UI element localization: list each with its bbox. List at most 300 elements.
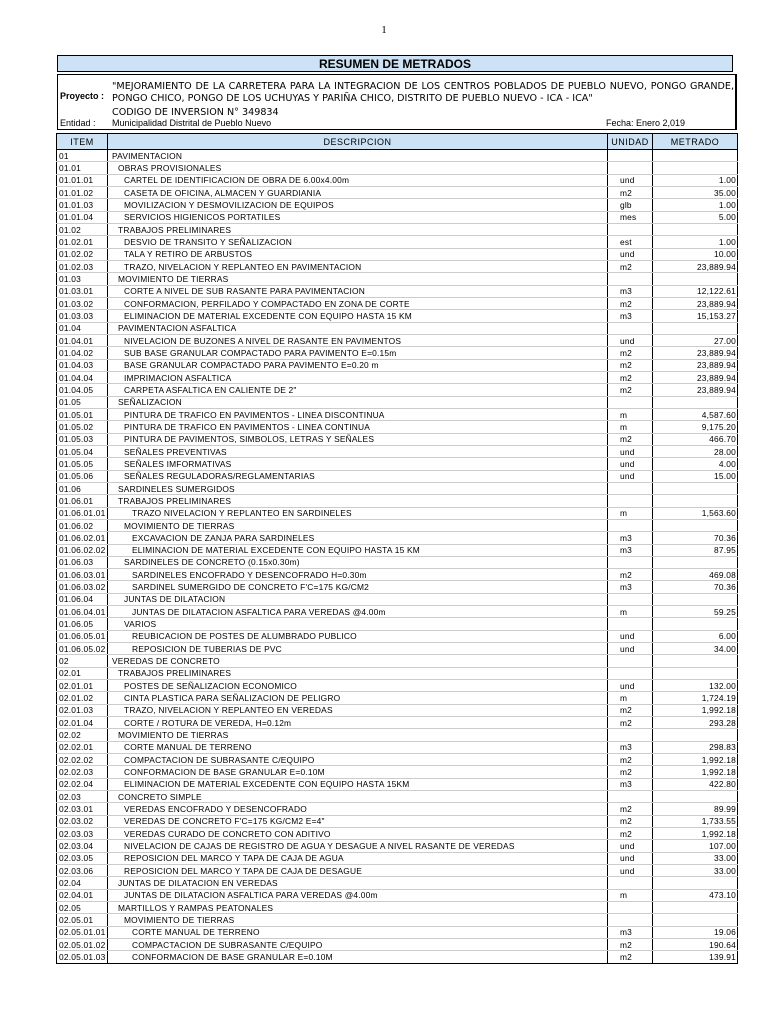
cell-metrado: 6.00 bbox=[653, 630, 738, 642]
cell-item: 02.03.02 bbox=[57, 815, 108, 827]
cell-item: 02.02.01 bbox=[57, 741, 108, 753]
cell-item: 01.02.02 bbox=[57, 248, 108, 260]
cell-metrado bbox=[653, 655, 738, 667]
cell-unidad: m2 bbox=[608, 186, 653, 198]
cell-descripcion: SARDINELES SUMERGIDOS bbox=[108, 482, 608, 494]
table-row bbox=[57, 717, 738, 729]
table-row bbox=[57, 643, 738, 655]
table-row bbox=[57, 445, 738, 457]
cell-metrado: 10.00 bbox=[653, 248, 738, 260]
header-unidad: UNIDAD bbox=[608, 134, 653, 150]
cell-descripcion: MOVIMIENTO DE TIERRAS bbox=[108, 914, 608, 926]
cell-descripcion: SEÑALES REGULADORAS/REGLAMENTARIAS bbox=[108, 470, 608, 482]
cell-descripcion: TALA Y RETIRO DE ARBUSTOS bbox=[108, 248, 608, 260]
cell-metrado bbox=[653, 914, 738, 926]
cell-item: 02.01 bbox=[57, 667, 108, 679]
cell-item: 01.06.05.01 bbox=[57, 630, 108, 642]
cell-item: 01.05 bbox=[57, 396, 108, 408]
cell-metrado: 87.95 bbox=[653, 544, 738, 556]
cell-unidad: m bbox=[608, 408, 653, 420]
cell-item: 02 bbox=[57, 655, 108, 667]
cell-item: 01.02.03 bbox=[57, 260, 108, 272]
cell-descripcion: CORTE A NIVEL DE SUB RASANTE PARA PAVIMENTACION bbox=[108, 285, 608, 297]
cell-item: 02.03.06 bbox=[57, 865, 108, 877]
table-row bbox=[57, 162, 738, 174]
table-row bbox=[57, 692, 738, 704]
table-row bbox=[57, 297, 738, 309]
cell-item: 01.03.02 bbox=[57, 297, 108, 309]
cell-metrado: 132.00 bbox=[653, 680, 738, 692]
cell-descripcion: JUNTAS DE DILATACION bbox=[108, 593, 608, 605]
table-row bbox=[57, 655, 738, 667]
cell-metrado: 15,153.27 bbox=[653, 310, 738, 322]
cell-descripcion: CARPETA ASFALTICA EN CALIENTE DE 2" bbox=[108, 384, 608, 396]
table-row bbox=[57, 606, 738, 618]
table-row bbox=[57, 680, 738, 692]
cell-descripcion: CORTE / ROTURA DE VEREDA, H=0.12m bbox=[108, 717, 608, 729]
cell-metrado: 190.64 bbox=[653, 939, 738, 951]
table-row bbox=[57, 223, 738, 235]
cell-item: 01.04.05 bbox=[57, 384, 108, 396]
table-row bbox=[57, 852, 738, 864]
table-row bbox=[57, 630, 738, 642]
cell-unidad: m bbox=[608, 606, 653, 618]
cell-metrado bbox=[653, 791, 738, 803]
table-row bbox=[57, 186, 738, 198]
cell-unidad: und bbox=[608, 865, 653, 877]
cell-metrado: 107.00 bbox=[653, 840, 738, 852]
investment-code: CODIGO DE INVERSION N° 349834 bbox=[112, 107, 279, 118]
cell-descripcion: MOVIMIENTO DE TIERRAS bbox=[108, 519, 608, 531]
cell-descripcion: SARDINELES ENCOFRADO Y DESENCOFRADO H=0.30m bbox=[108, 569, 608, 581]
cell-unidad bbox=[608, 482, 653, 494]
cell-descripcion: MOVIMIENTO DE TIERRAS bbox=[108, 729, 608, 741]
cell-unidad: m3 bbox=[608, 544, 653, 556]
table-row bbox=[57, 396, 738, 408]
cell-descripcion: BASE GRANULAR COMPACTADO PARA PAVIMENTO E=0.20 m bbox=[108, 359, 608, 371]
cell-metrado: 1,992.18 bbox=[653, 704, 738, 716]
cell-metrado bbox=[653, 556, 738, 568]
cell-unidad: m2 bbox=[608, 754, 653, 766]
cell-unidad bbox=[608, 162, 653, 174]
cell-item: 02.01.03 bbox=[57, 704, 108, 716]
cell-item: 01.04.02 bbox=[57, 347, 108, 359]
cell-metrado bbox=[653, 162, 738, 174]
cell-item: 01.06.04.01 bbox=[57, 606, 108, 618]
header-item: ITEM bbox=[57, 134, 108, 150]
cell-unidad: m2 bbox=[608, 384, 653, 396]
cell-metrado: 422.80 bbox=[653, 778, 738, 790]
cell-item: 01.05.02 bbox=[57, 421, 108, 433]
cell-metrado bbox=[653, 519, 738, 531]
cell-item: 01.06.02.02 bbox=[57, 544, 108, 556]
cell-item: 01.06 bbox=[57, 482, 108, 494]
cell-item: 01.05.05 bbox=[57, 458, 108, 470]
project-info-box bbox=[57, 74, 737, 130]
cell-metrado bbox=[653, 729, 738, 741]
table-row bbox=[57, 421, 738, 433]
cell-metrado: 1,733.55 bbox=[653, 815, 738, 827]
cell-unidad: m2 bbox=[608, 951, 653, 963]
cell-descripcion: CASETA DE OFICINA, ALMACEN Y GUARDIANIA bbox=[108, 186, 608, 198]
cell-descripcion: CORTE MANUAL DE TERRENO bbox=[108, 741, 608, 753]
table-row bbox=[57, 507, 738, 519]
cell-item: 01.04.01 bbox=[57, 334, 108, 346]
cell-metrado: 1,992.18 bbox=[653, 754, 738, 766]
table-row bbox=[57, 926, 738, 938]
cell-item: 01.06.05 bbox=[57, 618, 108, 630]
cell-item: 01.04 bbox=[57, 322, 108, 334]
cell-metrado: 70.36 bbox=[653, 581, 738, 593]
table-row bbox=[57, 877, 738, 889]
cell-descripcion: MOVILIZACION Y DESMOVILIZACION DE EQUIPOS bbox=[108, 199, 608, 211]
cell-descripcion: REUBICACION DE POSTES DE ALUMBRADO PUBLICO bbox=[108, 630, 608, 642]
cell-item: 01.06.03.02 bbox=[57, 581, 108, 593]
cell-unidad bbox=[608, 150, 653, 162]
cell-descripcion: ELIMINACION DE MATERIAL EXCEDENTE CON EQUIPO HASTA 15 KM bbox=[108, 310, 608, 322]
cell-descripcion: CINTA PLASTICA PARA SEÑALIZACION DE PELIGRO bbox=[108, 692, 608, 704]
cell-metrado: 27.00 bbox=[653, 334, 738, 346]
cell-item: 01.06.02.01 bbox=[57, 532, 108, 544]
cell-item: 01.06.03 bbox=[57, 556, 108, 568]
cell-item: 01.03.03 bbox=[57, 310, 108, 322]
cell-metrado: 1.00 bbox=[653, 199, 738, 211]
cell-item: 01.06.02 bbox=[57, 519, 108, 531]
table-row bbox=[57, 310, 738, 322]
cell-item: 02.03 bbox=[57, 791, 108, 803]
cell-item: 01.06.01.01 bbox=[57, 507, 108, 519]
table-row bbox=[57, 470, 738, 482]
cell-descripcion: SUB BASE GRANULAR COMPACTADO PARA PAVIMENTO E=0.15m bbox=[108, 347, 608, 359]
cell-unidad: und bbox=[608, 840, 653, 852]
table-row bbox=[57, 150, 738, 162]
cell-unidad bbox=[608, 593, 653, 605]
table-row bbox=[57, 902, 738, 914]
document-title: RESUMEN DE METRADOS bbox=[57, 55, 733, 72]
cell-unidad bbox=[608, 273, 653, 285]
cell-descripcion: POSTES DE SEÑALIZACION ECONOMICO bbox=[108, 680, 608, 692]
cell-unidad: m2 bbox=[608, 371, 653, 383]
table-row bbox=[57, 322, 738, 334]
cell-item: 02.05.01.03 bbox=[57, 951, 108, 963]
cell-descripcion: PAVIMENTACION ASFALTICA bbox=[108, 322, 608, 334]
cell-metrado bbox=[653, 322, 738, 334]
cell-unidad: und bbox=[608, 174, 653, 186]
cell-metrado bbox=[653, 223, 738, 235]
cell-metrado: 70.36 bbox=[653, 532, 738, 544]
table-row bbox=[57, 914, 738, 926]
cell-unidad: m bbox=[608, 421, 653, 433]
cell-metrado: 19.06 bbox=[653, 926, 738, 938]
cell-descripcion: SEÑALIZACION bbox=[108, 396, 608, 408]
cell-metrado: 466.70 bbox=[653, 433, 738, 445]
cell-unidad: m2 bbox=[608, 569, 653, 581]
cell-unidad: m2 bbox=[608, 828, 653, 840]
cell-unidad: glb bbox=[608, 199, 653, 211]
cell-unidad bbox=[608, 495, 653, 507]
cell-unidad: m2 bbox=[608, 815, 653, 827]
table-row bbox=[57, 174, 738, 186]
table-row bbox=[57, 754, 738, 766]
cell-unidad: m bbox=[608, 507, 653, 519]
cell-unidad: und bbox=[608, 334, 653, 346]
cell-descripcion: REPOSICION DEL MARCO Y TAPA DE CAJA DE AGUA bbox=[108, 852, 608, 864]
table-row bbox=[57, 371, 738, 383]
cell-descripcion: OBRAS PROVISIONALES bbox=[108, 162, 608, 174]
table-row bbox=[57, 828, 738, 840]
cell-item: 01.01.02 bbox=[57, 186, 108, 198]
table-row bbox=[57, 766, 738, 778]
cell-item: 02.02.02 bbox=[57, 754, 108, 766]
cell-descripcion: PINTURA DE TRAFICO EN PAVIMENTOS - LINEA DISCONTINUA bbox=[108, 408, 608, 420]
cell-unidad: m3 bbox=[608, 778, 653, 790]
cell-unidad: und bbox=[608, 470, 653, 482]
cell-descripcion: DESVIO DE TRANSITO Y SEÑALIZACION bbox=[108, 236, 608, 248]
table-row bbox=[57, 729, 738, 741]
cell-descripcion: ELIMINACION DE MATERIAL EXCEDENTE CON EQUIPO HASTA 15KM bbox=[108, 778, 608, 790]
cell-metrado bbox=[653, 877, 738, 889]
cell-item: 01.04.03 bbox=[57, 359, 108, 371]
cell-metrado: 298.83 bbox=[653, 741, 738, 753]
cell-metrado: 34.00 bbox=[653, 643, 738, 655]
table-row bbox=[57, 285, 738, 297]
cell-unidad: m2 bbox=[608, 704, 653, 716]
table-row bbox=[57, 495, 738, 507]
cell-unidad: m2 bbox=[608, 939, 653, 951]
cell-item: 01.03.01 bbox=[57, 285, 108, 297]
cell-metrado bbox=[653, 618, 738, 630]
table-row bbox=[57, 704, 738, 716]
cell-descripcion: CARTEL DE IDENTIFICACION DE OBRA DE 6.00x4.00m bbox=[108, 174, 608, 186]
cell-item: 02.03.01 bbox=[57, 803, 108, 815]
cell-descripcion: ELIMINACION DE MATERIAL EXCEDENTE CON EQUIPO HASTA 15 KM bbox=[108, 544, 608, 556]
cell-unidad: m2 bbox=[608, 297, 653, 309]
cell-metrado bbox=[653, 482, 738, 494]
table-row bbox=[57, 815, 738, 827]
cell-metrado bbox=[653, 273, 738, 285]
cell-descripcion: EXCAVACION DE ZANJA PARA SARDINELES bbox=[108, 532, 608, 544]
table-row bbox=[57, 347, 738, 359]
cell-unidad: m3 bbox=[608, 310, 653, 322]
cell-descripcion: NIVELACION DE BUZONES A NIVEL DE RASANTE EN PAVIMENTOS bbox=[108, 334, 608, 346]
cell-descripcion: SEÑALES IMFORMATIVAS bbox=[108, 458, 608, 470]
cell-descripcion: NIVELACION DE CAJAS DE REGISTRO DE AGUA Y DESAGUE A NIVEL RASANTE DE VEREDAS bbox=[108, 840, 608, 852]
project-name: "MEJORAMIENTO DE LA CARRETERA PARA LA INTEGRACION DE LOS CENTROS POBLADOS DE PUEBLO NUEVO, PONGO GRANDE, PONGO CHICO, PONGO DE LOS UCHUYAS Y PARIÑA CHICO, DISTRITO DE PUEBLO NUEVO - ICA - ICA" bbox=[112, 81, 734, 104]
cell-descripcion: VARIOS bbox=[108, 618, 608, 630]
cell-metrado: 473.10 bbox=[653, 889, 738, 901]
table-row bbox=[57, 556, 738, 568]
table-row bbox=[57, 581, 738, 593]
table-row bbox=[57, 211, 738, 223]
cell-descripcion: CONFORMACION DE BASE GRANULAR E=0.10M bbox=[108, 951, 608, 963]
table-row bbox=[57, 618, 738, 630]
cell-descripcion: JUNTAS DE DILATACION ASFALTICA PARA VEREDAS @4.00m bbox=[108, 606, 608, 618]
cell-descripcion: CORTE MANUAL DE TERRENO bbox=[108, 926, 608, 938]
cell-unidad: und bbox=[608, 852, 653, 864]
cell-item: 01.06.05.02 bbox=[57, 643, 108, 655]
cell-descripcion: COMPACTACION DE SUBRASANTE C/EQUIPO bbox=[108, 754, 608, 766]
cell-metrado: 12,122.61 bbox=[653, 285, 738, 297]
cell-item: 01.01.04 bbox=[57, 211, 108, 223]
cell-descripcion: JUNTAS DE DILATACION ASFALTICA PARA VEREDAS @4.00m bbox=[108, 889, 608, 901]
cell-unidad bbox=[608, 655, 653, 667]
cell-descripcion: SERVICIOS HIGIENICOS PORTATILES bbox=[108, 211, 608, 223]
cell-metrado: 1,724.19 bbox=[653, 692, 738, 704]
cell-metrado bbox=[653, 902, 738, 914]
cell-item: 01.06.03.01 bbox=[57, 569, 108, 581]
cell-item: 01 bbox=[57, 150, 108, 162]
cell-item: 02.01.01 bbox=[57, 680, 108, 692]
cell-metrado: 469.08 bbox=[653, 569, 738, 581]
table-row bbox=[57, 778, 738, 790]
cell-item: 02.01.02 bbox=[57, 692, 108, 704]
cell-metrado: 89.99 bbox=[653, 803, 738, 815]
cell-metrado: 1,992.18 bbox=[653, 828, 738, 840]
cell-unidad bbox=[608, 791, 653, 803]
table-row bbox=[57, 865, 738, 877]
cell-descripcion: COMPACTACION DE SUBRASANTE C/EQUIPO bbox=[108, 939, 608, 951]
table-row bbox=[57, 803, 738, 815]
header-metrado: METRADO bbox=[653, 134, 738, 150]
cell-unidad bbox=[608, 877, 653, 889]
cell-metrado: 9,175.20 bbox=[653, 421, 738, 433]
cell-metrado: 4,587.60 bbox=[653, 408, 738, 420]
cell-metrado: 4.00 bbox=[653, 458, 738, 470]
cell-item: 01.02 bbox=[57, 223, 108, 235]
cell-metrado: 33.00 bbox=[653, 852, 738, 864]
table-row bbox=[57, 273, 738, 285]
cell-item: 02.05.01.02 bbox=[57, 939, 108, 951]
cell-metrado: 23,889.94 bbox=[653, 384, 738, 396]
cell-item: 01.06.04 bbox=[57, 593, 108, 605]
cell-unidad: m3 bbox=[608, 532, 653, 544]
cell-descripcion: SARDINELES DE CONCRETO (0.15x0.30m) bbox=[108, 556, 608, 568]
cell-metrado: 33.00 bbox=[653, 865, 738, 877]
cell-descripcion: SARDINEL SUMERGIDO DE CONCRETO F'C=175 KG/CM2 bbox=[108, 581, 608, 593]
cell-item: 01.01 bbox=[57, 162, 108, 174]
cell-metrado bbox=[653, 593, 738, 605]
table-row bbox=[57, 260, 738, 272]
table-row bbox=[57, 889, 738, 901]
cell-unidad: und bbox=[608, 643, 653, 655]
cell-unidad: und bbox=[608, 458, 653, 470]
cell-unidad: und bbox=[608, 445, 653, 457]
cell-unidad: m3 bbox=[608, 926, 653, 938]
cell-item: 02.05.01 bbox=[57, 914, 108, 926]
cell-item: 01.06.01 bbox=[57, 495, 108, 507]
cell-item: 02.02 bbox=[57, 729, 108, 741]
cell-item: 01.01.01 bbox=[57, 174, 108, 186]
table-header-row bbox=[57, 134, 738, 150]
cell-descripcion: PAVIMENTACION bbox=[108, 150, 608, 162]
cell-unidad: m2 bbox=[608, 717, 653, 729]
cell-descripcion: REPOSICION DEL MARCO Y TAPA DE CAJA DE DESAGUE bbox=[108, 865, 608, 877]
cell-metrado: 23,889.94 bbox=[653, 347, 738, 359]
cell-descripcion: VEREDAS DE CONCRETO bbox=[108, 655, 608, 667]
entity-value: Municipalidad Distrital de Pueblo Nuevo bbox=[112, 118, 272, 128]
cell-unidad: und bbox=[608, 248, 653, 260]
cell-metrado bbox=[653, 495, 738, 507]
table-row bbox=[57, 408, 738, 420]
page-number: 1 bbox=[381, 24, 387, 36]
cell-item: 01.05.03 bbox=[57, 433, 108, 445]
cell-metrado: 23,889.94 bbox=[653, 359, 738, 371]
cell-unidad: m2 bbox=[608, 359, 653, 371]
cell-unidad: m3 bbox=[608, 741, 653, 753]
cell-descripcion: IMPRIMACION ASFALTICA bbox=[108, 371, 608, 383]
cell-item: 01.02.01 bbox=[57, 236, 108, 248]
cell-metrado: 5.00 bbox=[653, 211, 738, 223]
cell-descripcion: TRABAJOS PRELIMINARES bbox=[108, 495, 608, 507]
cell-metrado bbox=[653, 396, 738, 408]
cell-descripcion: MOVIMIENTO DE TIERRAS bbox=[108, 273, 608, 285]
cell-item: 02.05.01.01 bbox=[57, 926, 108, 938]
cell-unidad bbox=[608, 519, 653, 531]
cell-unidad bbox=[608, 902, 653, 914]
cell-unidad bbox=[608, 223, 653, 235]
cell-descripcion: TRAZO NIVELACION Y REPLANTEO EN SARDINELES bbox=[108, 507, 608, 519]
cell-item: 01.05.06 bbox=[57, 470, 108, 482]
cell-unidad: und bbox=[608, 630, 653, 642]
table-row bbox=[57, 334, 738, 346]
cell-descripcion: CONCRETO SIMPLE bbox=[108, 791, 608, 803]
cell-descripcion: VEREDAS DE CONCRETO F'C=175 KG/CM2 E=4" bbox=[108, 815, 608, 827]
table-row bbox=[57, 359, 738, 371]
cell-descripcion: VEREDAS CURADO DE CONCRETO CON ADITIVO bbox=[108, 828, 608, 840]
table-row bbox=[57, 519, 738, 531]
cell-item: 02.03.03 bbox=[57, 828, 108, 840]
cell-item: 02.01.04 bbox=[57, 717, 108, 729]
table-row bbox=[57, 482, 738, 494]
cell-unidad: m3 bbox=[608, 285, 653, 297]
table-row bbox=[57, 236, 738, 248]
cell-unidad bbox=[608, 667, 653, 679]
cell-item: 01.05.01 bbox=[57, 408, 108, 420]
cell-descripcion: TRABAJOS PRELIMINARES bbox=[108, 223, 608, 235]
cell-metrado: 23,889.94 bbox=[653, 260, 738, 272]
table-row bbox=[57, 951, 738, 963]
table-row bbox=[57, 433, 738, 445]
table-row bbox=[57, 939, 738, 951]
cell-unidad: m3 bbox=[608, 581, 653, 593]
cell-unidad: m2 bbox=[608, 433, 653, 445]
cell-descripcion: SEÑALES PREVENTIVAS bbox=[108, 445, 608, 457]
cell-item: 02.05 bbox=[57, 902, 108, 914]
cell-metrado: 139.91 bbox=[653, 951, 738, 963]
cell-unidad bbox=[608, 914, 653, 926]
cell-descripcion: CONFORMACION, PERFILADO Y COMPACTADO EN ZONA DE CORTE bbox=[108, 297, 608, 309]
cell-descripcion: VEREDAS ENCOFRADO Y DESENCOFRADO bbox=[108, 803, 608, 815]
cell-descripcion: REPOSICION DE TUBERIAS DE PVC bbox=[108, 643, 608, 655]
date-label: Fecha: Enero 2,019 bbox=[606, 118, 686, 128]
table-row bbox=[57, 593, 738, 605]
cell-descripcion: TRAZO, NIVELACION Y REPLANTEO EN PAVIMENTACION bbox=[108, 260, 608, 272]
cell-item: 02.02.04 bbox=[57, 778, 108, 790]
cell-item: 01.04.04 bbox=[57, 371, 108, 383]
project-label: Proyecto : bbox=[60, 91, 105, 101]
cell-descripcion: CONFORMACION DE BASE GRANULAR E=0.10M bbox=[108, 766, 608, 778]
cell-unidad: und bbox=[608, 680, 653, 692]
cell-unidad: mes bbox=[608, 211, 653, 223]
cell-metrado: 35.00 bbox=[653, 186, 738, 198]
table-row bbox=[57, 544, 738, 556]
cell-item: 01.01.03 bbox=[57, 199, 108, 211]
cell-descripcion: JUNTAS DE DILATACION EN VEREDAS bbox=[108, 877, 608, 889]
cell-metrado bbox=[653, 667, 738, 679]
cell-metrado: 293.28 bbox=[653, 717, 738, 729]
cell-unidad bbox=[608, 618, 653, 630]
table-row bbox=[57, 741, 738, 753]
